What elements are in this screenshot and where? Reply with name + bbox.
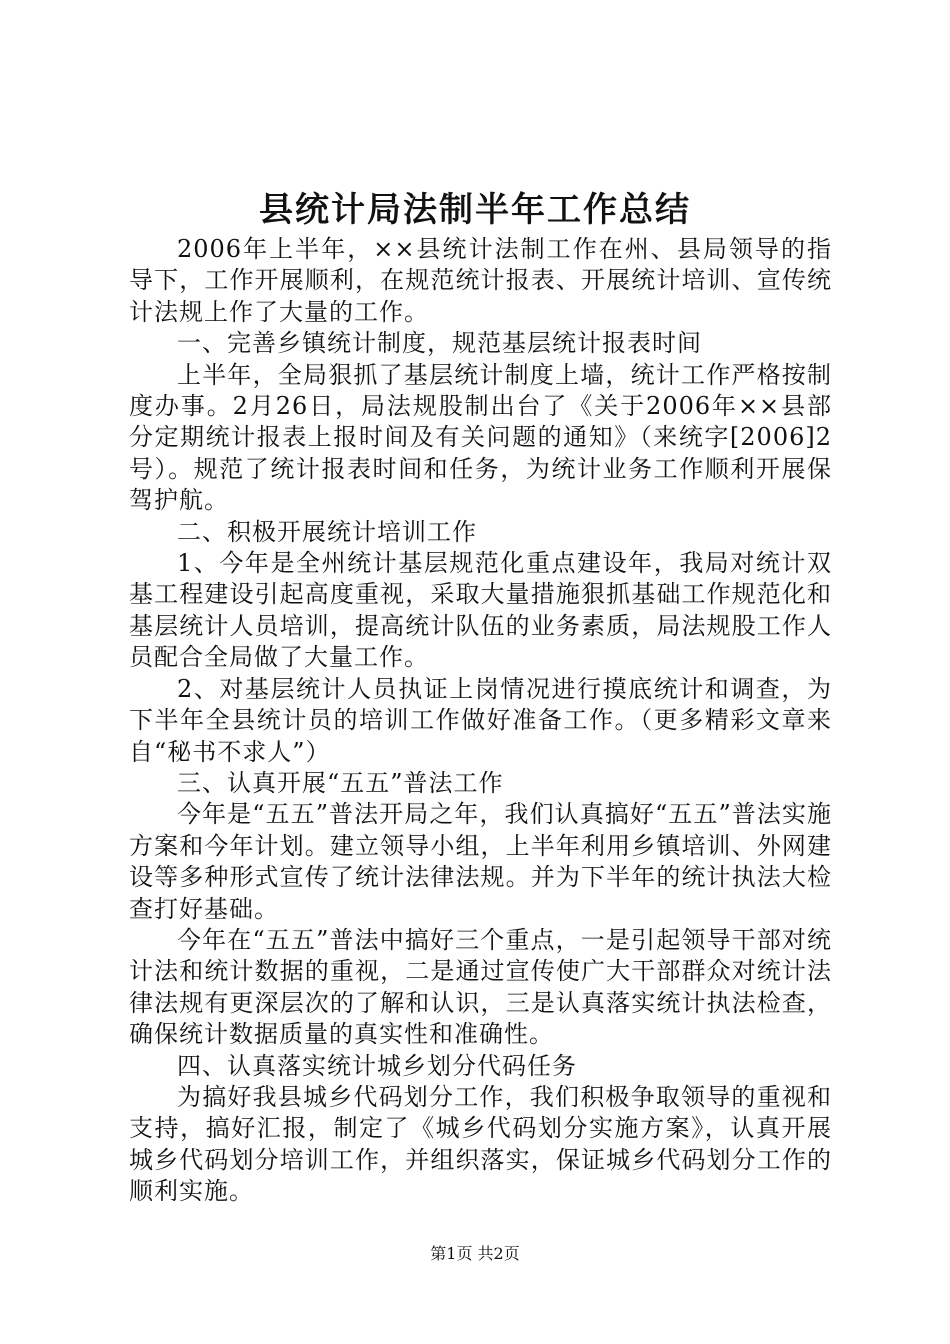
paragraph-section-4: 为搞好我县城乡代码划分工作，我们积极争取领导的重视和支持，搞好汇报，制定了《城乡代码划分实施方案》，认真开展城乡代码划分培训工作，并组织落实，保证城乡代码划分工作的顺利实施。	[129, 1082, 832, 1206]
document-title: 县统计局法制半年工作总结	[259, 190, 691, 230]
document-body	[129, 234, 832, 1208]
paragraph-section-1: 上半年，全局狠抓了基层统计制度上墙，统计工作严格按制度办事。2月26日，局法规股制出台了《关于2006年××县部分定期统计报表上报时间及有关问题的通知》（来统字[2006]2号）。规范了统计报表时间和任务，为统计业务工作顺利开展保驾护航。	[129, 360, 832, 515]
section-heading-2: 二、积极开展统计培训工作	[177, 517, 477, 546]
section-heading-3: 三、认真开展“五五”普法工作	[177, 768, 504, 797]
section-heading-1: 一、完善乡镇统计制度，规范基层统计报表时间	[177, 329, 702, 358]
paragraph-section-2-item-2: 2、对基层统计人员执证上岗情况进行摸底统计和调查，为下半年全县统计员的培训工作做好准备工作。（更多精彩文章来自“秘书不求人”）	[129, 674, 832, 766]
paragraph-section-3-b: 今年在“五五”普法中搞好三个重点，一是引起领导干部对统计法和统计数据的重视，二是通过宣传使广大干部群众对统计法律法规有更深层次的了解和认识，三是认真落实统计执法检查，确保统计数据质量的真实性和准确性。	[129, 925, 832, 1049]
paragraph-section-2-item-1: 1、今年是全州统计基层规范化重点建设年，我局对统计双基工程建设引起高度重视，采取大量措施狠抓基础工作规范化和基层统计人员培训，提高统计队伍的业务素质，局法规股工作人员配合全局做了大量工作。	[129, 549, 832, 672]
page-footer: 第1页 共2页	[430, 1244, 520, 1263]
paragraph-section-3-a: 今年是“五五”普法开局之年，我们认真搞好“五五”普法实施方案和今年计划。建立领导小组，上半年利用乡镇培训、外网建设等多种形式宣传了统计法律法规。并为下半年的统计执法大检查打好基础。	[129, 800, 832, 923]
section-heading-4: 四、认真落实统计城乡划分代码任务	[177, 1051, 577, 1080]
paragraph-intro: 2006年上半年，××县统计法制工作在州、县局领导的指导下，工作开展顺利，在规范统计报表、开展统计培训、宣传统计法规上作了大量的工作。	[129, 235, 832, 326]
